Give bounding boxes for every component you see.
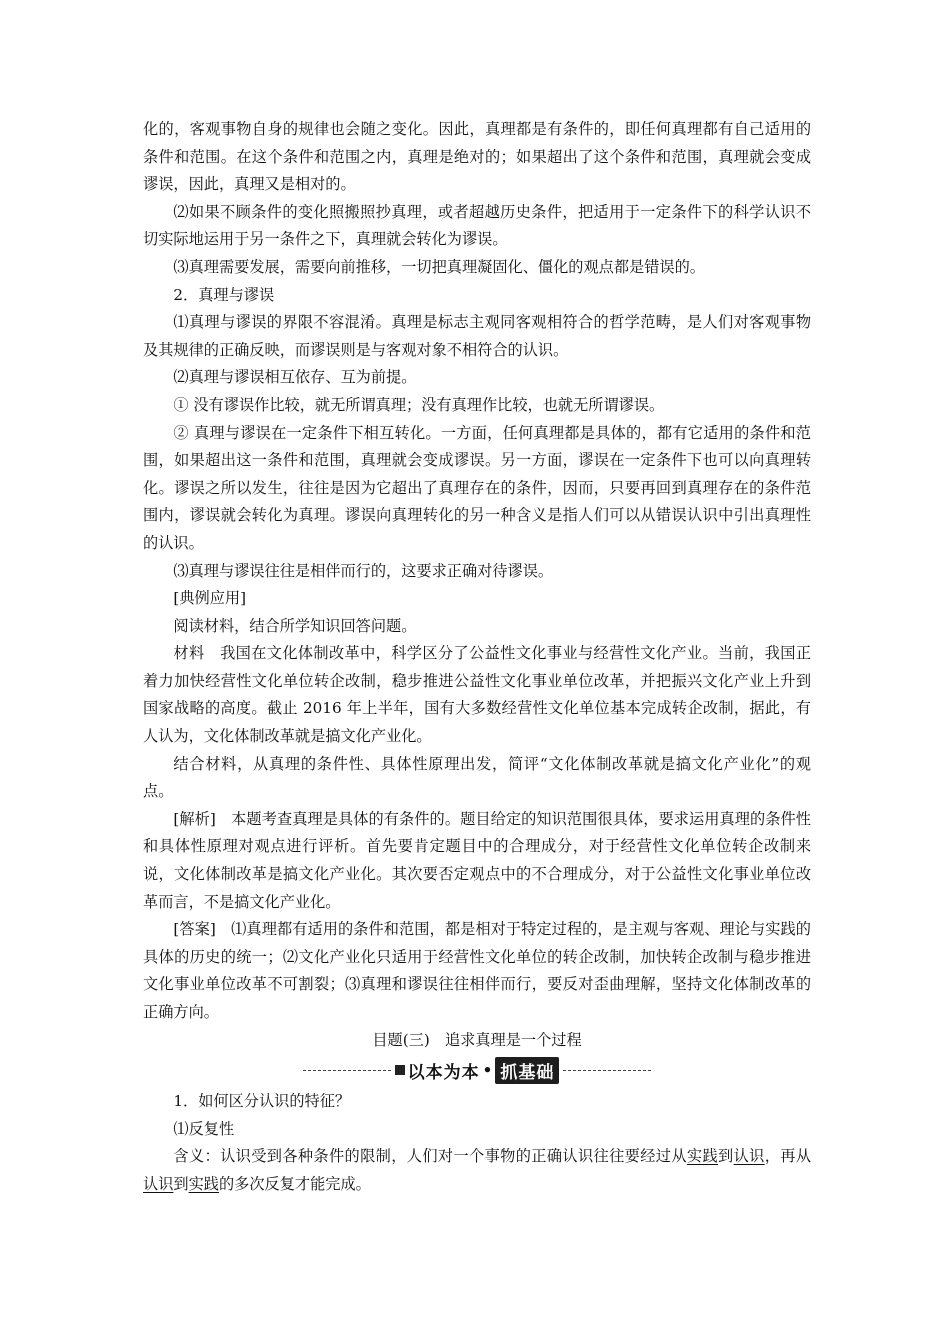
paragraph-point-3: ⑶真理需要发展，需要向前推移，一切把真理凝固化、僵化的观点都是错误的。 [173,257,705,276]
example-heading: [典例应用] [173,589,246,608]
definition-text-a: 含义：认识受到各种条件的限制，人们对一个事物的正确认识往往要经过从 [173,1147,687,1166]
section-banner [143,1056,811,1084]
paragraph-continued: 化的，客观事物自身的规律也会随之变化。因此，真理都是有条件的，即任何真理都有自己适用的条件和范围。在这个条件和范围之内，真理是绝对的；如果超出了这个条件和范围，真理就会变成谬误，因此，真理又是相对的。 [143,120,811,194]
blank-practice-2: 实践 [188,1174,219,1193]
banner-dot: • [482,1061,493,1080]
paragraph-point-2: ⑵如果不顾条件的变化照搬照抄真理，或者超越历史条件，把适用于一定条件下的科学认识不切实际地运用于另一条件之下，真理就会转化为谬误。 [143,202,811,249]
banner-right-rule [563,1070,651,1071]
paragraph-interdependence: ⑵真理与谬误相互依存、互为前提。 [173,368,417,387]
banner-label: 以本为本 [407,1062,480,1083]
sub-heading-repetition: ⑴反复性 [173,1119,235,1138]
definition-text-d: 到 [173,1174,189,1193]
paragraph-accompany: ⑶真理与谬误往往是相伴而行的，这要求正确对待谬误。 [173,561,554,580]
blank-practice-1: 实践 [686,1147,719,1166]
material-paragraph: 材料 我国在文化体制改革中，科学区分了公益性文化事业与经营性文化产业。当前，我国正着力加快经营性文化单位转企改制，稳步推进公益性文化事业单位改革，并把振兴文化产业上升到国家战略的高度。截止 2016 年上半年，国有大多数经营性文化单位基本完成转企改制，据此，有人认为，文化体制改革就是搞文化产业化。 [143,644,811,746]
section-title: 目题(三) 追求真理是一个过程 [372,1030,582,1049]
question-paragraph: 结合材料，从真理的条件性、具体性原理出发，简评“文化体制改革就是搞文化产业化”的观点。 [143,754,811,801]
definition-text-b: 到 [718,1147,734,1166]
paragraph-circle-2: ② 真理与谬误在一定条件下相互转化。一方面，任何真理都是具体的，都有它适用的条件和范围，如果超出这一条件和范围，真理就会变成谬误。另一方面，谬误在一定条件下也可以向真理转化。谬误之所以发生，往往是因为它超出了真理存在的条件，因而，只要再回到真理存在的条件范围内，谬误就会转化为真理。谬误向真理转化的另一种含义是指人们可以从错误认识中引出真理性的认识。 [143,423,811,552]
blank-cognition-1: 认识 [733,1147,765,1166]
answer-paragraph: [答案] ⑴真理都有适用的条件和范围，都是相对于特定过程的，是主观与客观、理论与实践的具体的历史的统一；⑵文化产业化只适用于经营性文化单位的转企改制，加快转企改制与稳步推进文化事业单位改革不可割裂；⑶真理和谬误往往相伴而行，要反对歪曲理解，坚持文化体制改革的正确方向。 [143,920,811,1021]
square-bullet-icon [395,1065,405,1075]
blank-cognition-2: 认识 [143,1174,174,1193]
definition-paragraph [143,1143,811,1198]
banner-boxed-label: 抓基础 [495,1057,559,1084]
paragraph-circle-1: ① 没有谬误作比较，就无所谓真理；没有真理作比较，也就无所谓谬误。 [173,395,665,414]
paragraph-boundary: ⑴真理与谬误的界限不容混淆。真理是标志主观同客观相符合的哲学范畴，是人们对客观事物及其规律的正确反映，而谬误则是与客观对象不相符合的认识。 [143,313,811,359]
analysis-paragraph: [解析] 本题考查真理是具体的有条件的。题目给定的知识范围很具体，要求运用真理的条件性和具体性原理对观点进行评析。首先要肯定题目中的合理成分，对于经营性文化单位转企改制来说，文化体制改革是搞文化产业化。其次要否定观点中的不合理成分，对于公益性文化事业单位改革而言，不是搞文化产业化。 [143,809,811,911]
heading-truth-and-error: 2．真理与谬误 [173,285,275,304]
page-content [143,116,811,1199]
banner-left-rule [303,1070,391,1071]
question-1: 1．如何区分认识的特征？ [173,1092,351,1111]
definition-text-c: ，再从 [764,1147,812,1166]
definition-text-e: 的多次反复才能完成。 [218,1174,371,1193]
instruction: 阅读材料，结合所学知识回答问题。 [173,616,417,635]
